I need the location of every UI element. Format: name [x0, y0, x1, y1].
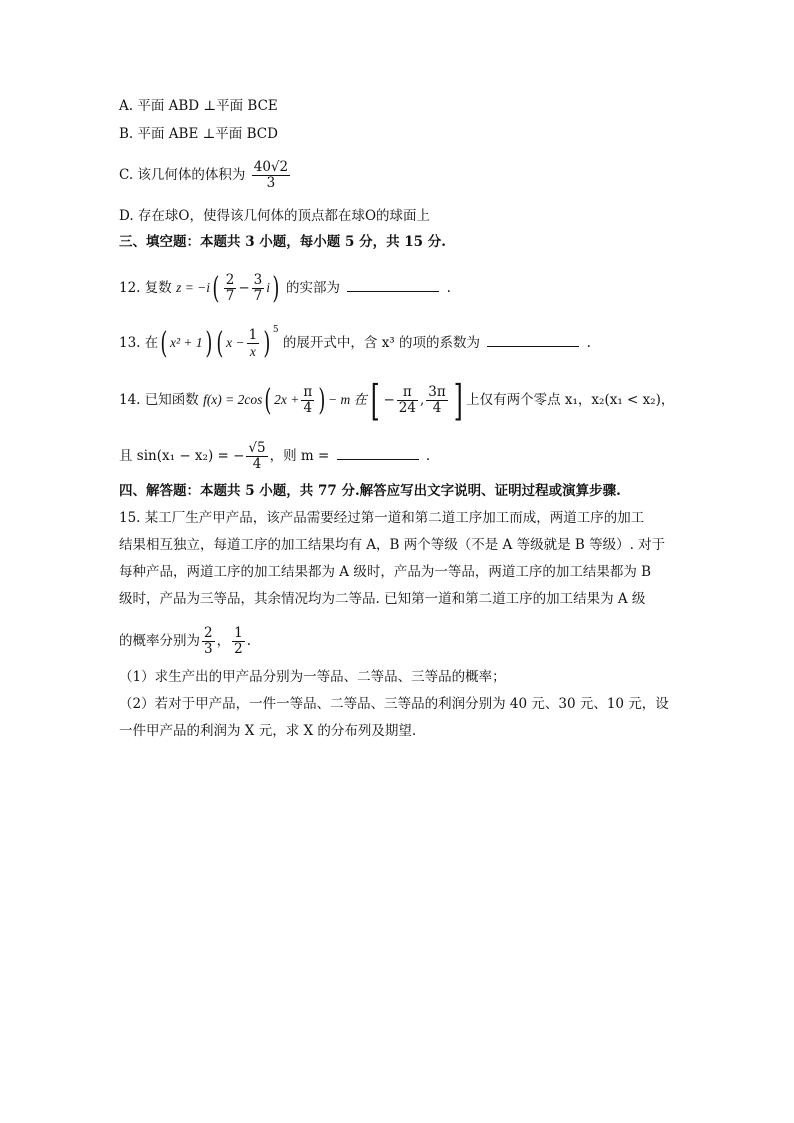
- option-b: B. 平面 ABE ⊥平面 BCD: [119, 126, 278, 142]
- question-12: [119, 270, 451, 306]
- q13-part1: x² + 1: [169, 335, 203, 350]
- q15-line-1: 15. 某工厂生产甲产品，该产品需要经过第一道和第二道工序加工而成，两道工序的加工: [119, 510, 645, 526]
- left-paren: (: [264, 382, 272, 418]
- q15-line-3: 每种产品，两道工序的加工结果都为 A 级时，产品为一等品，两道工序的加工结果都为 B: [119, 564, 652, 580]
- q14-fraction-1: [301, 385, 314, 416]
- q12-prefix: 12. 复数: [119, 280, 172, 296]
- q13-fraction: [247, 328, 260, 359]
- q14-prefix: 14. 已知函数: [119, 392, 199, 408]
- q14-func: f(x) = 2cos: [203, 392, 263, 407]
- q14-f1-num: π: [303, 384, 313, 400]
- q13-part2: x −: [226, 335, 245, 350]
- q14-fraction-3: [426, 385, 447, 416]
- left-paren: (: [216, 325, 224, 361]
- q15-p1-num: 2: [204, 625, 213, 641]
- q12-f2-num: 3: [253, 272, 263, 288]
- q13-prefix: 13. 在: [119, 335, 159, 351]
- q14-answer-blank[interactable]: [337, 458, 419, 460]
- right-paren: ): [318, 382, 326, 418]
- q12-expr-end: i: [266, 280, 271, 295]
- option-c-text: C. 该几何体的体积为: [119, 167, 246, 183]
- q14-inner: 2x +: [274, 392, 300, 407]
- q13-end: .: [586, 335, 591, 351]
- q13-answer-blank[interactable]: [487, 345, 579, 347]
- left-paren: (: [160, 325, 168, 361]
- q14-f3-den: 4: [432, 400, 442, 416]
- q15-line-4: 级时，产品为三等品，其余情况均为二等品. 已知第一道和第二道工序的加工结果为 A 级: [119, 591, 646, 607]
- q13-f-num: 1: [248, 327, 258, 343]
- q14-line2-prefix: 且 sin(x₁ − x₂) = −: [119, 448, 245, 464]
- q14-f2-den: 24: [398, 400, 416, 416]
- q12-f2-den: 7: [253, 288, 263, 304]
- q15-line-2: 结果相互独立，每道工序的加工结果均有 A，B 两个等级（不是 A 等级就是 B 等级）. 对于: [119, 537, 666, 553]
- question-14-line-1: 14. 已知函数 f(x) = 2cos( 2x + $\frac{\pi}{4}$ ) − m 在[ − $\frac{\pi}{24}$ , $\frac{3\pi}{4}$ ] 上仅有两个零点 x₁，x₂(x₁ < x₂)，: [119, 375, 675, 425]
- q12-minus: −: [238, 280, 250, 296]
- q14-line2-mid: ，则 m =: [269, 448, 330, 464]
- q14-f2-sign: −: [383, 392, 395, 408]
- q15-line-5: [119, 626, 251, 657]
- right-paren: ): [272, 270, 280, 306]
- q13-suffix: 的展开式中，含 x³ 的项的系数为: [282, 335, 481, 351]
- option-c: [119, 160, 292, 191]
- q14-f4-den: 4: [252, 456, 262, 472]
- right-paren: ): [204, 325, 213, 361]
- q13-exponent: 5: [272, 324, 279, 335]
- q14-suffix: 上仅有两个零点 x₁，x₂(x₁ < x₂)，: [466, 392, 675, 408]
- q14-fraction-4: [246, 441, 267, 472]
- q12-f1-den: 7: [225, 288, 235, 304]
- q15-p2-den: 2: [234, 641, 243, 657]
- q12-expr-start: z = −i: [176, 280, 211, 295]
- q15-l5-prefix: 的概率分别为: [119, 633, 200, 649]
- option-a: A. 平面 ABD ⊥平面 BCE: [119, 98, 278, 114]
- question-14-line-2: [119, 441, 430, 472]
- q12-f1-num: 2: [225, 272, 235, 288]
- q15-sep: ，: [216, 633, 231, 649]
- volume-numerator: 40√2: [253, 159, 289, 175]
- q15-prob-1: [202, 626, 215, 657]
- q14-f3-num: 3π: [428, 384, 446, 400]
- option-d: D. 存在球O，使得该几何体的顶点都在球O的球面上: [119, 208, 431, 224]
- q14-f1-den: 4: [303, 400, 313, 416]
- q13-f-den: x: [249, 344, 256, 359]
- q14-f4-num: √5: [248, 440, 266, 456]
- volume-fraction: [252, 160, 290, 191]
- right-bracket: ]: [453, 375, 463, 425]
- left-paren: (: [212, 270, 220, 306]
- q15-sub-2-line-2: 一件甲产品的利润为 X 元，求 X 的分布列及期望.: [119, 723, 417, 739]
- right-paren: ): [263, 325, 271, 361]
- q15-sub-2-line-1: （2）若对于甲产品，一件一等品、二等品、三等品的利润分别为 40 元、30 元、10 元，设: [119, 696, 669, 712]
- q15-prob-2: [232, 626, 245, 657]
- q12-answer-blank[interactable]: [347, 290, 439, 292]
- volume-denominator: 3: [266, 175, 276, 191]
- q15-l5-end: .: [246, 633, 251, 649]
- q12-fraction-1: [224, 273, 237, 304]
- q12-end: .: [446, 280, 451, 296]
- q15-p1-den: 3: [204, 641, 213, 657]
- section-4-heading: 四、解答题：本题共 5 小题，共 77 分.解答应写出文字说明、证明过程或演算步骤.: [119, 483, 621, 499]
- q14-mid: − m 在: [327, 392, 368, 407]
- q12-fraction-2: [252, 273, 265, 304]
- q14-f2-num: π: [397, 385, 418, 401]
- q15-p2-num: 1: [234, 625, 243, 641]
- q14-end: .: [425, 448, 431, 464]
- q12-suffix: 的实部为: [286, 280, 341, 296]
- section-3-heading: 三、填空题：本题共 3 小题，每小题 5 分，共 15 分.: [119, 234, 446, 250]
- q15-sub-1: （1）求生产出的甲产品分别为一等品、二等品、三等品的概率；: [119, 669, 506, 685]
- question-13: [119, 324, 591, 361]
- left-bracket: [: [370, 375, 380, 425]
- q14-fraction-2: [397, 385, 418, 416]
